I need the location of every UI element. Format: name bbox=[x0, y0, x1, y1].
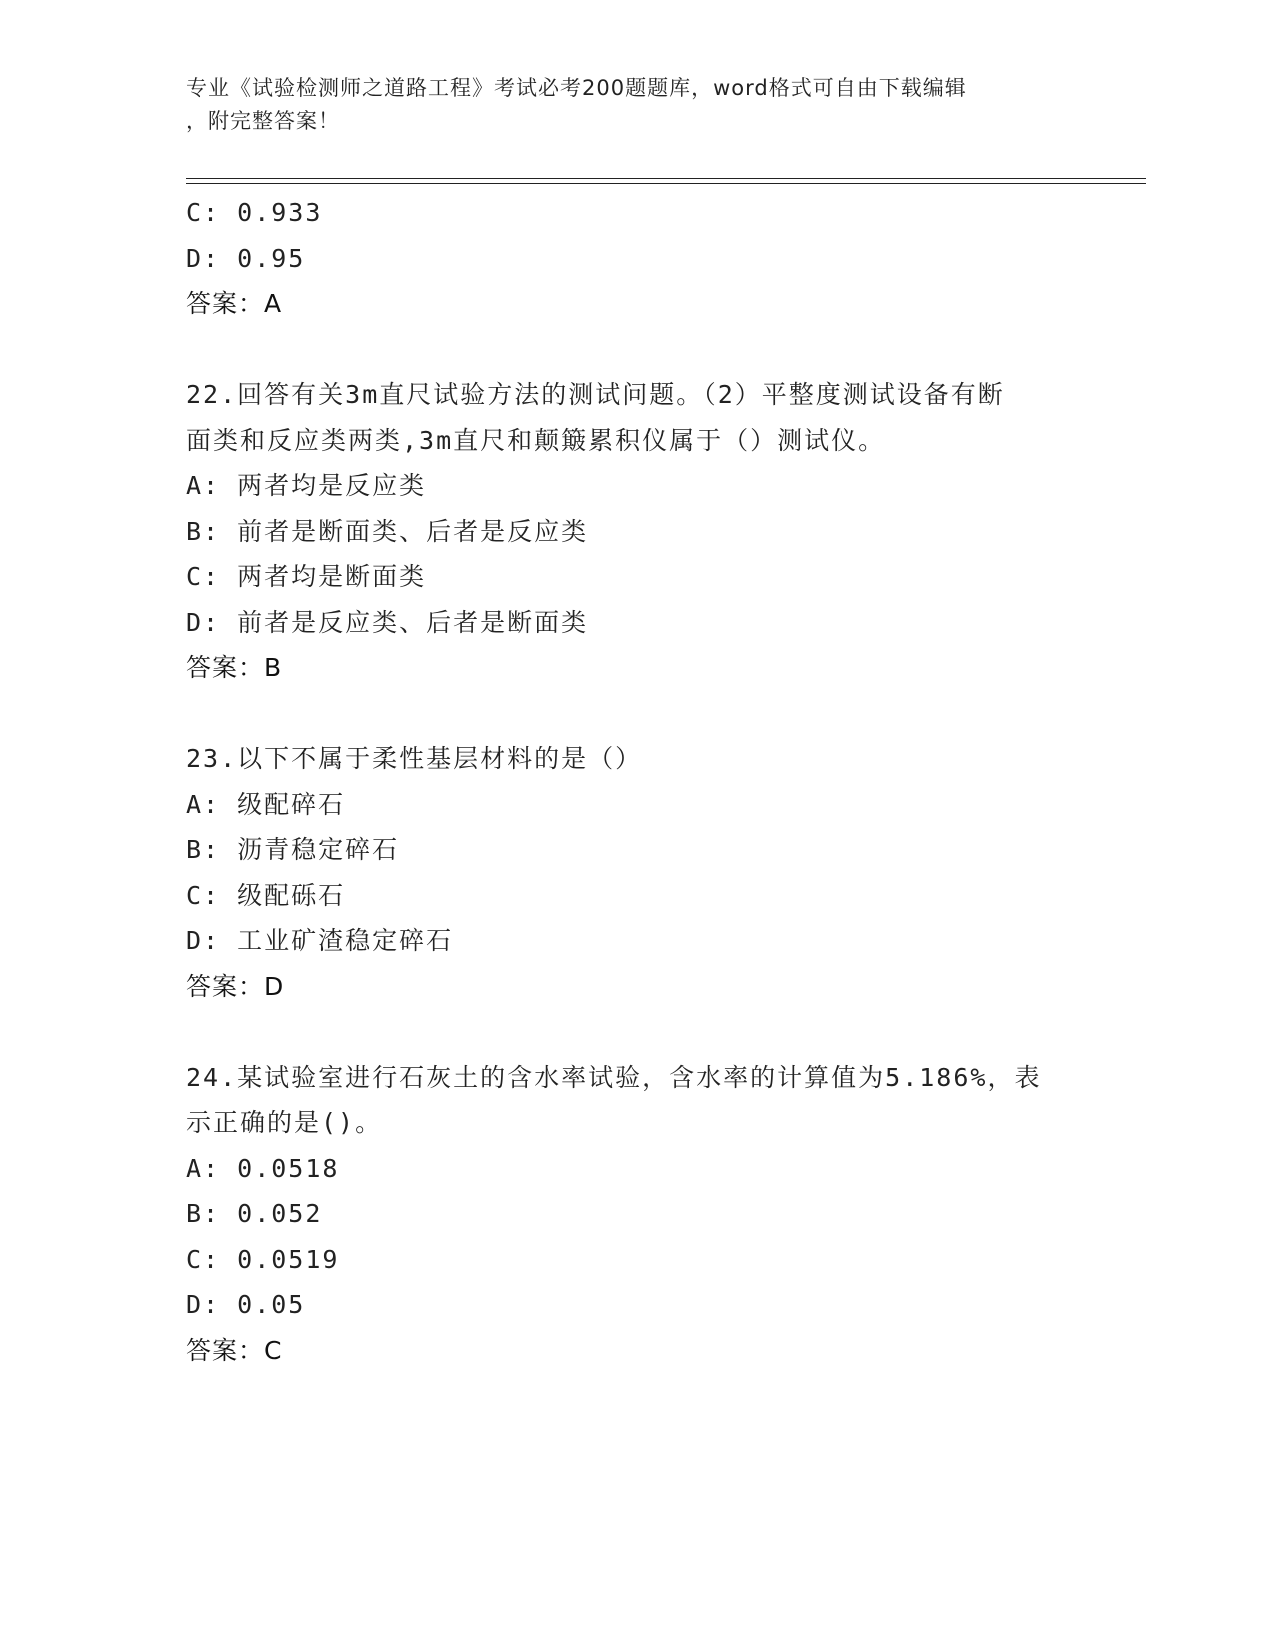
option-d: D: 0.05 bbox=[186, 1290, 306, 1319]
option-c: C: 两者均是断面类 bbox=[186, 562, 427, 591]
spacer bbox=[186, 1009, 1086, 1055]
option-a: A: 0.0518 bbox=[186, 1153, 340, 1183]
document-body bbox=[186, 190, 1086, 1373]
question-23 bbox=[186, 736, 1086, 1009]
header-title-line-2: ，附完整答案！ bbox=[186, 109, 340, 133]
spacer bbox=[186, 327, 1086, 373]
question-stem: 22.回答有关3m直尺试验方法的测试问题。（2）平整度测试设备有断 bbox=[186, 380, 1005, 409]
answer-label: 答案：B bbox=[186, 653, 283, 682]
question-21-tail bbox=[186, 190, 1086, 327]
header-divider-top bbox=[186, 178, 1146, 179]
option-c: C: 级配砾石 bbox=[186, 880, 346, 910]
option-c: C: 0.0519 bbox=[186, 1244, 340, 1274]
question-stem: 24.某试验室进行石灰土的含水率试验，含水率的计算值为5.186%，表 bbox=[186, 1062, 1042, 1092]
question-stem: 面类和反应类两类,3m直尺和颠簸累积仪属于（）测试仪。 bbox=[186, 425, 886, 455]
option-a: A: 两者均是反应类 bbox=[186, 471, 427, 500]
question-24 bbox=[186, 1055, 1086, 1374]
document-header bbox=[186, 72, 1066, 138]
header-divider-bottom bbox=[186, 183, 1146, 184]
header-title-line-1: 专业《试验检测师之道路工程》考试必考200题题库，word格式可自由下载编辑 bbox=[186, 76, 967, 100]
option-d: D: 0.95 bbox=[186, 243, 306, 273]
option-c: C: 0.933 bbox=[186, 198, 323, 227]
option-d: D: 工业矿渣稳定碎石 bbox=[186, 926, 454, 955]
spacer bbox=[186, 691, 1086, 737]
question-stem: 示正确的是()。 bbox=[186, 1108, 383, 1137]
answer-label: 答案：C bbox=[186, 1335, 283, 1365]
option-b: B: 沥青稳定碎石 bbox=[186, 835, 400, 864]
question-22 bbox=[186, 372, 1086, 691]
option-b: B: 0.052 bbox=[186, 1199, 323, 1228]
question-stem: 23.以下不属于柔性基层材料的是（） bbox=[186, 744, 643, 773]
answer-label: 答案：D bbox=[186, 971, 285, 1001]
option-b: B: 前者是断面类、后者是反应类 bbox=[186, 516, 589, 546]
option-a: A: 级配碎石 bbox=[186, 789, 346, 819]
answer-label: 答案：A bbox=[186, 289, 283, 318]
option-d: D: 前者是反应类、后者是断面类 bbox=[186, 607, 589, 637]
